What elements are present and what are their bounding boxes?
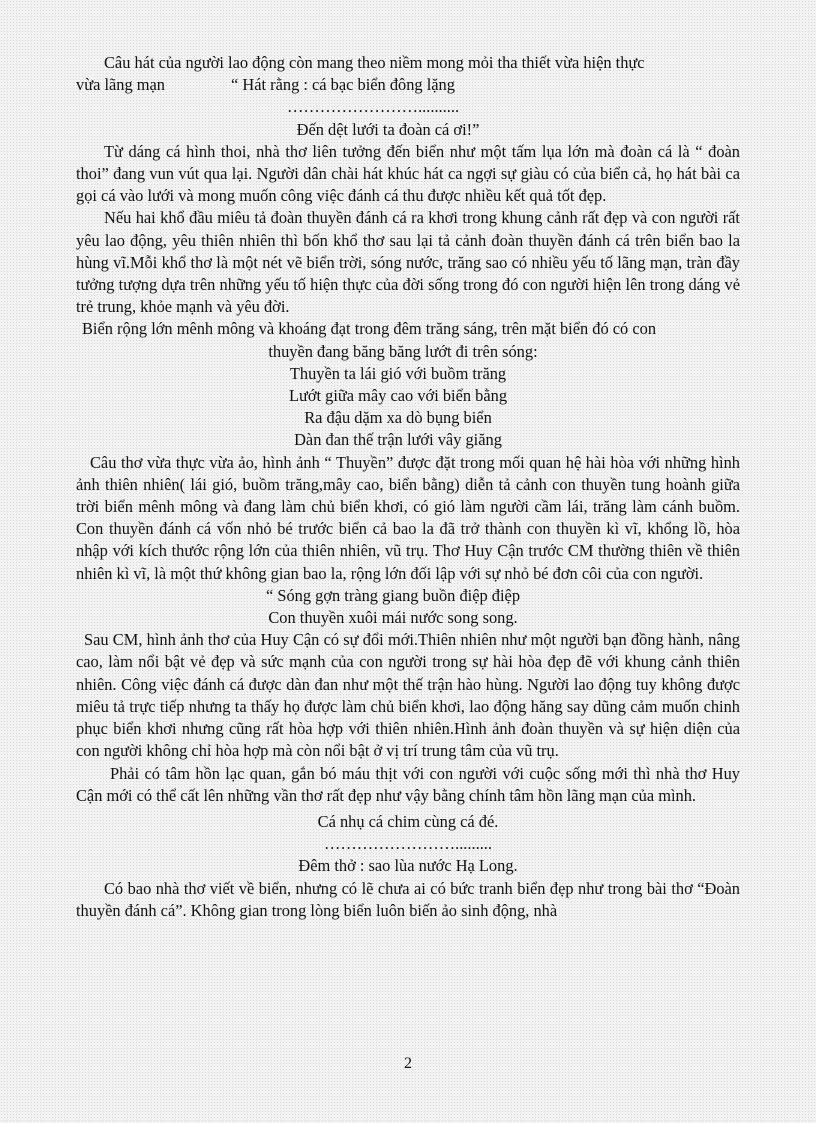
verse-opening: “ Hát rằng : cá bạc biển đông lặng [231, 75, 455, 95]
paragraph-7: Phải có tâm hồn lạc quan, gắn bó máu thịt với con người với cuộc sống mới thì nhà thơ Huy Cận mới có thể cất lên những vần thơ rất đẹp như vậy bằng chính tâm hồn lãng mạn của mình. [76, 763, 740, 805]
paragraph-1-line-2 [76, 74, 740, 96]
stanza-line: Lướt giữa mây cao với biển bằng [288, 386, 508, 406]
paragraph-1-text: vừa lãng mạn [76, 75, 165, 95]
ellipsis-line: ……………………......... [323, 834, 492, 854]
stanza-2 [76, 585, 740, 629]
ellipsis-line: …………………….......... [286, 97, 460, 117]
paragraph-1-line-1: Câu hát của người lao động còn mang theo niềm mong mỏi tha thiết vừa hiện thực [104, 53, 645, 72]
stanza-line: Ra đậu dặm xa dò bụng biển [304, 408, 492, 428]
stanza-line: Thuyền ta lái gió với buồm trăng [289, 363, 507, 383]
stanza-line: Dàn đan thế trận lưới vây giăng [294, 430, 502, 450]
paragraph-4-line-2: thuyền đang băng băng lướt đi trên sóng: [268, 341, 538, 361]
paragraph-8: Có bao nhà thơ viết về biển, nhưng có lẽ chưa ai có bức tranh biển đẹp như trong bài thơ “Đoàn thuyền đánh cá”. Không gian trong lòng biển luôn biến ảo sinh động, nhà [76, 878, 740, 920]
paragraph-5: Câu thơ vừa thực vừa ảo, hình ảnh “ Thuyền” được đặt trong mối quan hệ hài hòa với những hình ảnh thiên nhiên( lái gió, buồm trăng,mây cao, biển bằng) diễn tả cảnh con thuyền tung hoành giữa trời biển mênh mông và đang làm chủ biển khơi, có gió làm người cầm lái, trăng làm cánh buồm. Con thuyền đánh cá vốn nhỏ bé trước biển cả bao la đã trở thành con thuyền kì vĩ, khổng lồ, hòa nhập với kích thước rộng lớn của thiên nhiên, vũ trụ. Thơ Huy Cận trước CM thường thiên về thiên nhiên kì vĩ, là một thứ không gian bao la, rộng lớn đối lập với sự nhỏ bé đơn côi của con người. [76, 452, 740, 583]
verse-line: Cá nhụ cá chim cùng cá đé. [317, 811, 499, 831]
paragraph-3: Nếu hai khổ đầu miêu tả đoàn thuyền đánh cá ra khơi trong khung cảnh rất đẹp và con người rất yêu lao động, yêu thiên nhiên thì bốn khổ thơ sau lại tả cảnh đoàn thuyền đánh cá trên biển bao la hùng vĩ.Mỗi khổ thơ là một nét vẽ biển trời, sóng nước, trăng sao có nhiều yếu tố lãng mạn, tràn đầy tưởng tượng dựa trên những yếu tố hiện thực của đời sống trong đó con người hiện lên trong dáng vẻ trẻ trung, khỏe mạnh và yêu đời. [76, 208, 740, 317]
document-page [76, 52, 740, 922]
paragraph-4-line-1: Biển rộng lớn mênh mông và khoáng đạt trong đêm trăng sáng, trên mặt biển đó có con [82, 319, 657, 339]
verse-line: Đêm thở : sao lùa nước Hạ Long. [298, 856, 518, 876]
stanza-1 [76, 363, 740, 452]
verse-line: Đến dệt lưới ta đoàn cá ơi!” [296, 119, 480, 139]
page-number: 2 [404, 1055, 412, 1072]
paragraph-2: Từ dáng cá hình thoi, nhà thơ liên tưởng đến biển như một tấm lụa lớn mà đoàn cá là “ đoàn thoi” đang vun vút qua lại. Người dân chài hát khúc hát ca ngợi sự giàu có của biển cả, họ hát bài ca gọi cá vào lưới và mong muốn công việc đánh cá thu được nhiều kết quả tốt đẹp. [76, 141, 740, 206]
stanza-line: Con thuyền xuôi mái nước song song. [268, 608, 518, 628]
stanza-line: “ Sóng gợn tràng giang buồn điệp điệp [265, 585, 521, 605]
paragraph-6: Sau CM, hình ảnh thơ của Huy Cận có sự đổi mới.Thiên nhiên như một người bạn đồng hành, nâng cao, làm nổi bật vẻ đẹp và sức mạnh của con người trong sự hài hòa đẹp đẽ với khung cảnh thiên nhiên. Công việc đánh cá được dàn đan như một thế trận hào hùng. Người lao động tuy không được miêu tả trực tiếp nhưng ta thấy họ được làm chủ biển khơi, lao động hăng say dũng cảm muốn chinh phục biển khơi nhưng cũng rất hòa hợp với thiên nhiên.Hình ảnh đoàn thuyền và sự hiện diện của con người không chỉ hòa hợp mà còn nổi bật ở vị trí trung tâm của vũ trụ. [76, 630, 740, 761]
